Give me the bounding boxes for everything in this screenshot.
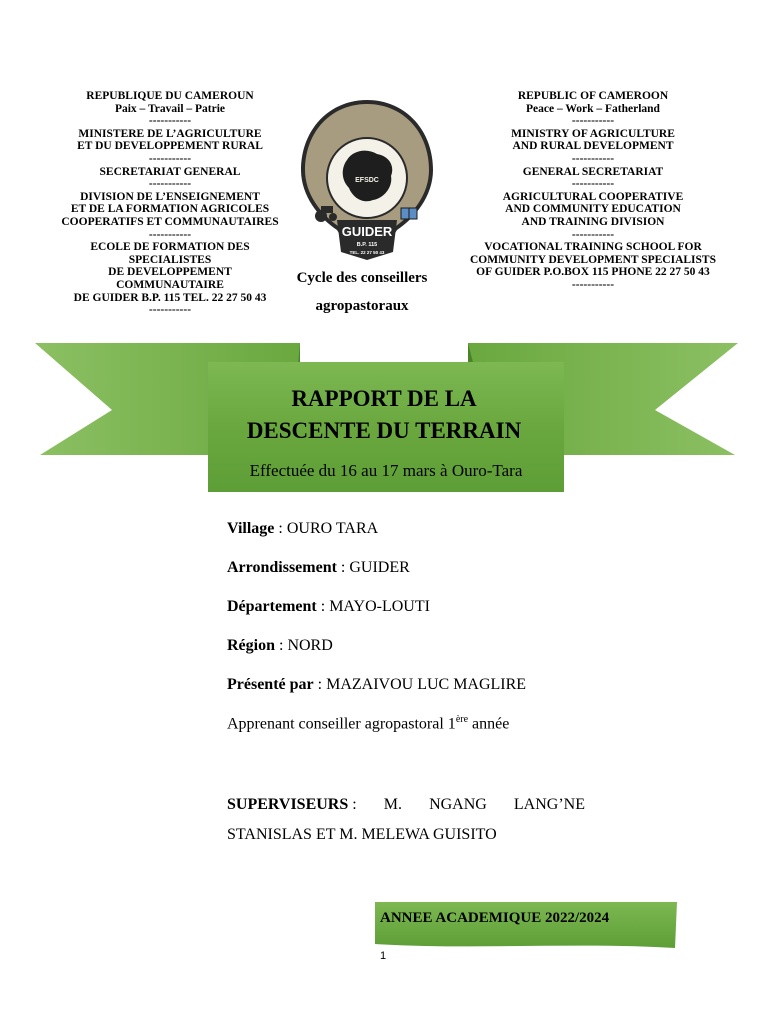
header_left-line: ----------- bbox=[148, 228, 192, 241]
header_right-line: ----------- bbox=[571, 152, 615, 165]
report-title-line-1: RAPPORT DE LA bbox=[291, 386, 477, 411]
superviseurs-label-wrap bbox=[227, 796, 357, 814]
header_right-line: ----------- bbox=[571, 228, 615, 241]
header_left-line: ----------- bbox=[148, 178, 192, 191]
field-row bbox=[227, 637, 333, 655]
header_right-line: Peace – Work – Fatherland bbox=[526, 102, 660, 115]
header_right-line: ----------- bbox=[571, 178, 615, 191]
field-row bbox=[227, 520, 378, 538]
apprenant-suffix: année bbox=[468, 715, 510, 733]
header_left-line: SECRETARIAT GENERAL bbox=[99, 165, 241, 178]
header_left-line: DE GUIDER B.P. 115 TEL. 22 27 50 43 bbox=[73, 291, 267, 304]
superviseurs-word-0: : bbox=[352, 796, 357, 813]
superviseurs-word-1: M. bbox=[383, 796, 402, 813]
header_left-line: ----------- bbox=[148, 152, 192, 165]
school-logo-emblem bbox=[297, 96, 437, 264]
report-subtitle: Effectuée du 16 au 17 mars à Ouro-Tara bbox=[249, 461, 523, 480]
superviseurs-line-2: STANISLAS ET M. MELEWA GUISITO bbox=[227, 826, 497, 843]
superviseurs-word-2: NGANG bbox=[429, 796, 487, 813]
logo-tel: TEL. 22 27 50 43 bbox=[349, 250, 385, 255]
field-value: : GUIDER bbox=[336, 559, 410, 576]
header_right-line: MINISTRY OF AGRICULTURE bbox=[511, 127, 675, 140]
field-value: : MAYO-LOUTI bbox=[316, 598, 430, 615]
field-label: Présenté par bbox=[227, 676, 314, 693]
header_right-line: ----------- bbox=[571, 115, 615, 128]
header_left-line: REPUBLIQUE DU CAMEROUN bbox=[86, 90, 254, 102]
cycle-line-1: Cycle des conseillers bbox=[296, 270, 428, 286]
field-row bbox=[227, 676, 526, 694]
report-title-line-2: DESCENTE DU TERRAIN bbox=[246, 418, 522, 443]
header_right-line: AGRICULTURAL COOPERATIVE bbox=[502, 190, 684, 203]
field-value: : NORD bbox=[275, 637, 333, 654]
header_right-line: VOCATIONAL TRAINING SCHOOL FOR bbox=[484, 241, 702, 254]
header_left-line: SPECIALISTES bbox=[128, 253, 212, 266]
header_left-line: ET DE LA FORMATION AGRICOLES bbox=[70, 203, 270, 216]
superviseurs-line-1 bbox=[227, 796, 585, 814]
header_left-line: ECOLE DE FORMATION DES bbox=[90, 241, 250, 254]
header_left-line: DIVISION DE L’ENSEIGNEMENT bbox=[80, 190, 260, 203]
cycle-line-2: agropastoraux bbox=[315, 298, 409, 314]
header-right-english bbox=[462, 90, 724, 292]
superviseurs-label: SUPERVISEURS bbox=[227, 796, 349, 813]
field-value: : MAZAIVOU LUC MAGLIRE bbox=[313, 676, 527, 693]
header_right-line: AND TRAINING DIVISION bbox=[521, 215, 665, 228]
field-label: Département bbox=[227, 598, 317, 615]
header_left-line: COMMUNAUTAIRE bbox=[116, 278, 224, 291]
header_left-line: ET DU DEVELOPPEMENT RURAL bbox=[77, 140, 263, 153]
logo-bp: B.P. 115 bbox=[356, 242, 378, 248]
apprenant-line bbox=[227, 714, 509, 733]
header_right-line: OF GUIDER P.O.BOX 115 PHONE 22 27 50 43 bbox=[476, 266, 710, 279]
apprenant-superscript: ère bbox=[455, 714, 469, 725]
field-row bbox=[227, 598, 430, 616]
header_right-line: AND RURAL DEVELOPMENT bbox=[512, 140, 674, 153]
header_left-line: ----------- bbox=[148, 304, 192, 317]
logo-center-text: EFSDC bbox=[355, 177, 379, 184]
superviseurs-word-3: LANG’NE bbox=[513, 796, 585, 813]
header-left-french bbox=[55, 90, 285, 317]
annee-academique-text: ANNEE ACADEMIQUE 2022/2024 bbox=[380, 910, 610, 926]
header_right-line: REPUBLIC OF CAMEROON bbox=[517, 90, 669, 102]
field-label: Arrondissement bbox=[227, 559, 337, 576]
apprenant-text: Apprenant conseiller agropastoral 1 bbox=[227, 715, 456, 733]
header_left-line: COOPERATIFS ET COMMUNAUTAIRES bbox=[61, 215, 279, 228]
logo-name: GUIDER bbox=[341, 224, 393, 239]
field-label: Village bbox=[227, 520, 275, 537]
header_left-line: MINISTERE DE L’AGRICULTURE bbox=[78, 127, 262, 140]
field-label: Région bbox=[227, 637, 275, 654]
field-value: : OURO TARA bbox=[274, 520, 379, 537]
header_left-line: ----------- bbox=[148, 115, 192, 128]
page-number: 1 bbox=[380, 950, 387, 962]
header_right-line: COMMUNITY DEVELOPMENT SPECIALISTS bbox=[469, 253, 716, 266]
field-row bbox=[227, 559, 410, 577]
header_right-line: AND COMMUNITY EDUCATION bbox=[505, 203, 681, 216]
header_left-line: Paix – Travail – Patrie bbox=[114, 102, 226, 115]
header_left-line: DE DEVELOPPEMENT bbox=[108, 266, 232, 279]
header_right-line: ----------- bbox=[571, 278, 615, 291]
book-icon bbox=[401, 208, 417, 219]
header_right-line: GENERAL SECRETARIAT bbox=[522, 165, 664, 178]
